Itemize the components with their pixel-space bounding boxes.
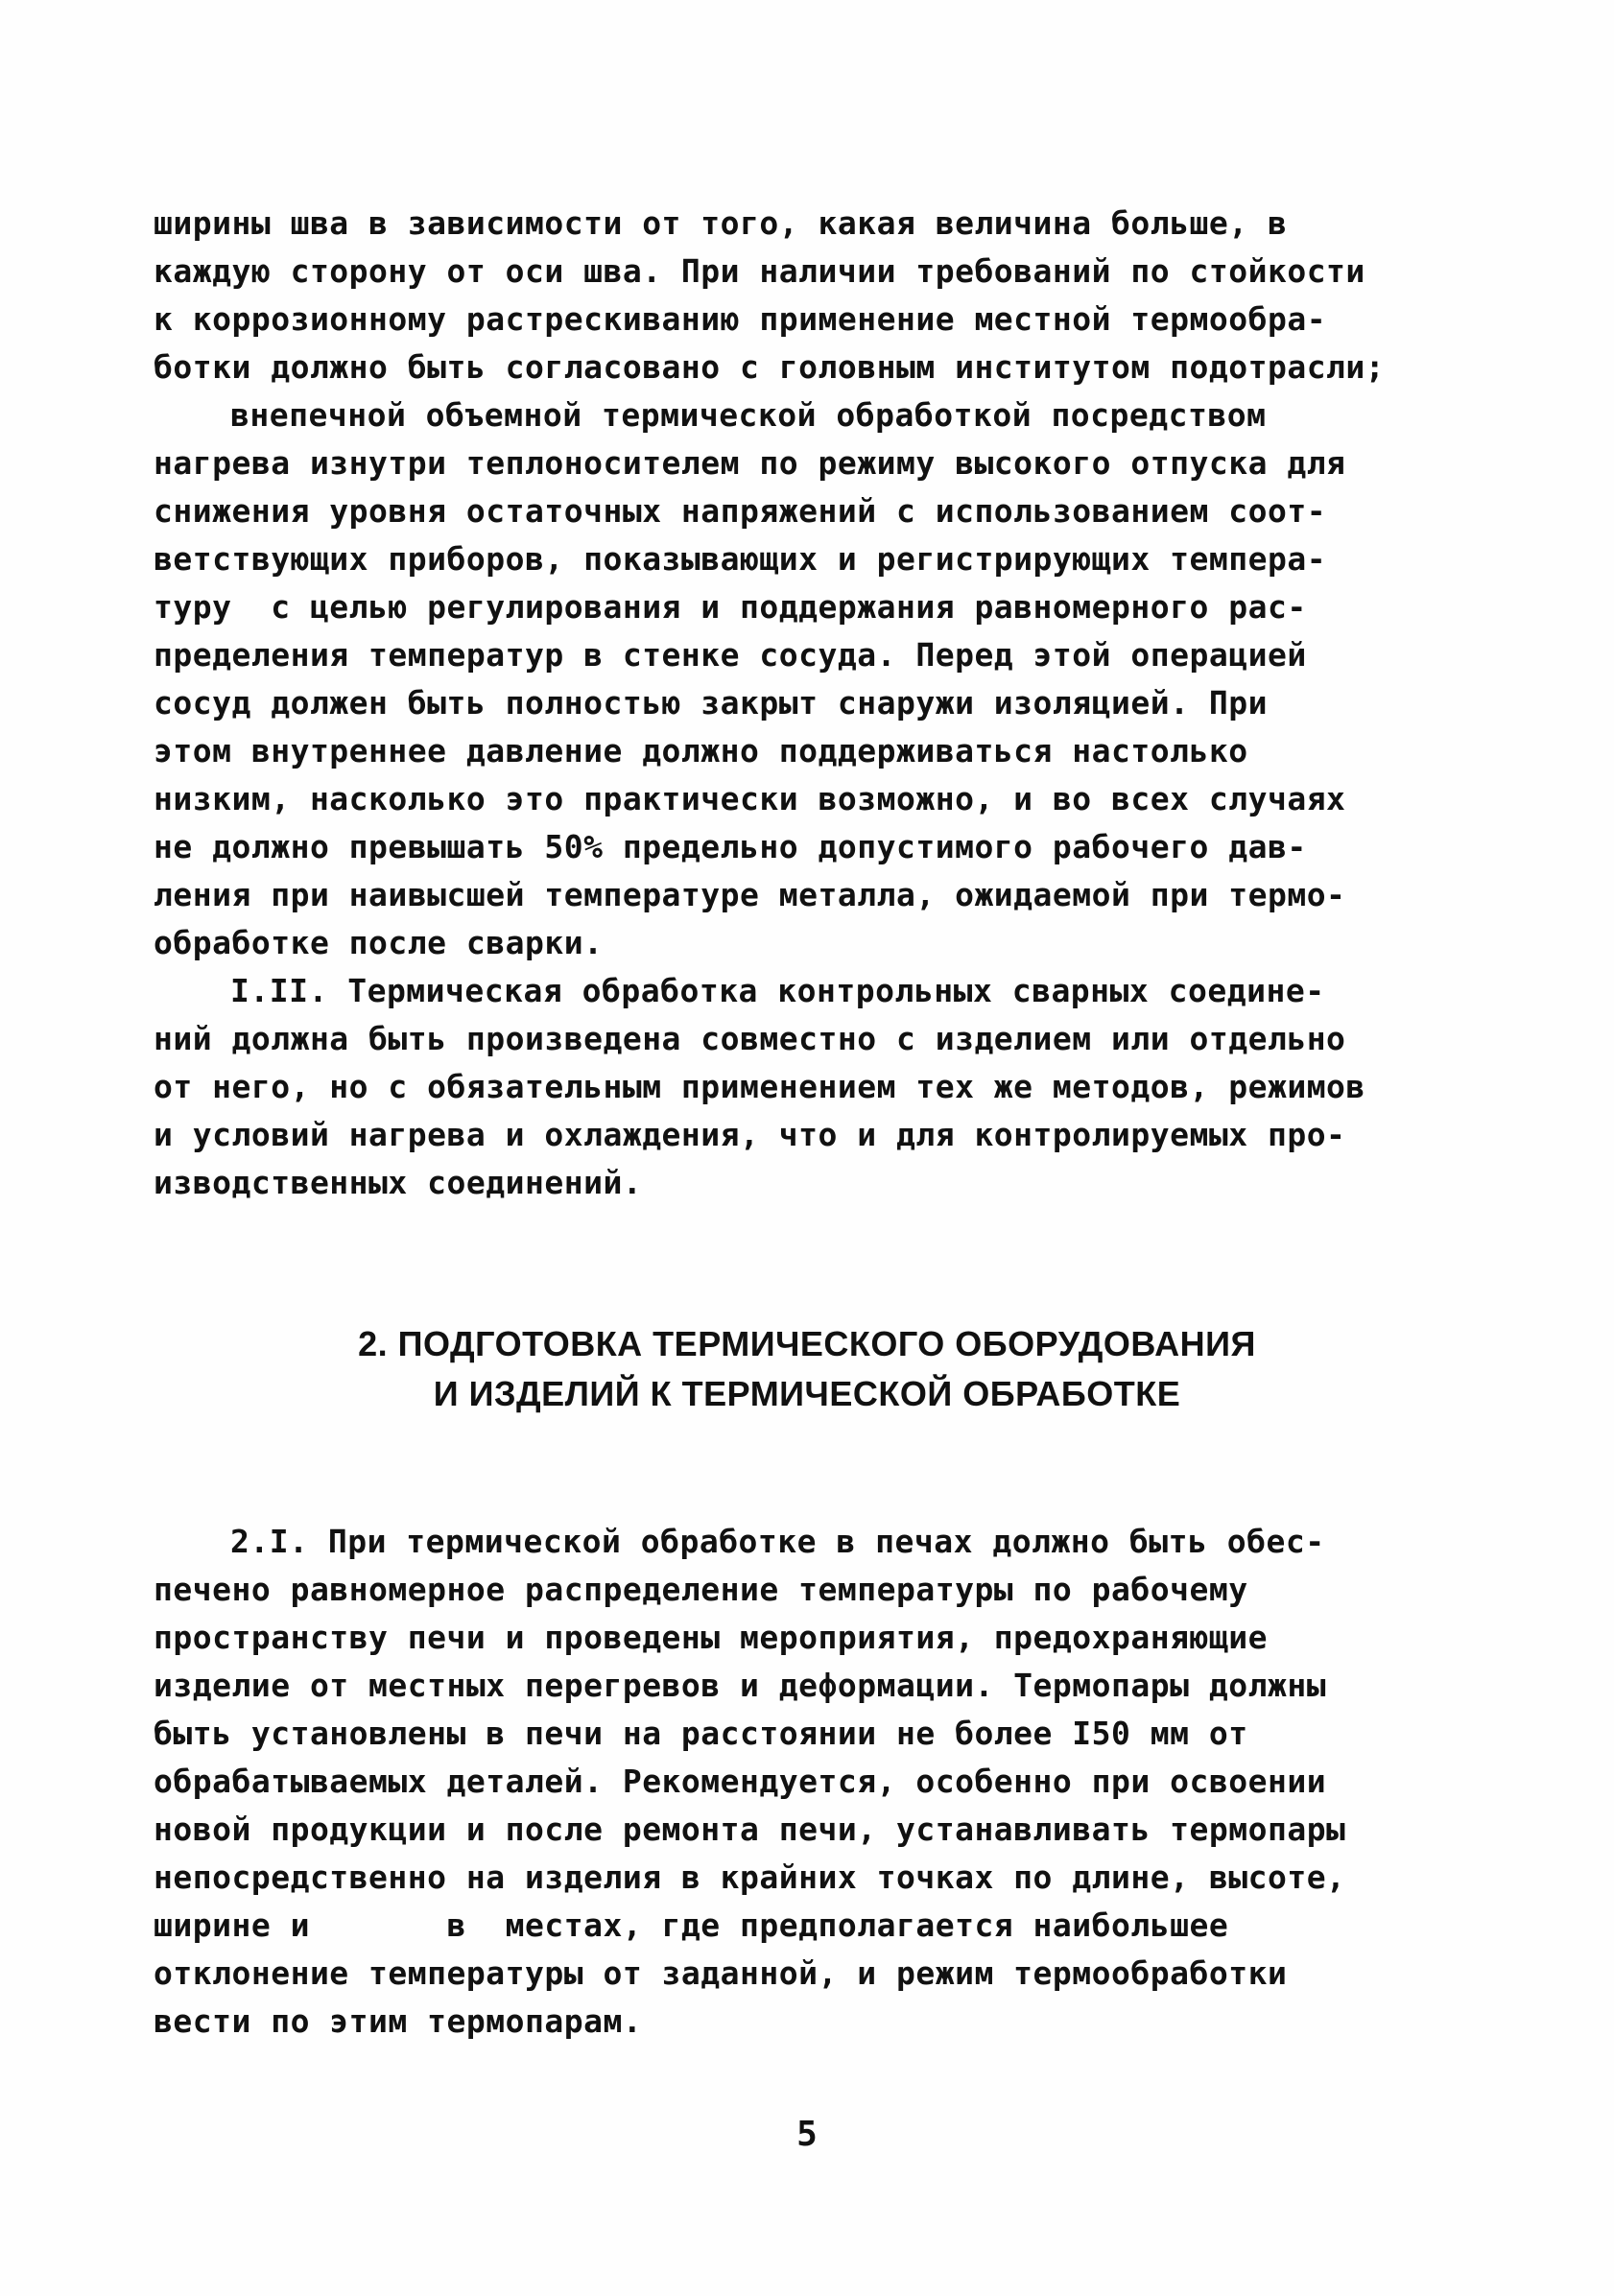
- text-line: ширины шва в зависимости от того, какая величина больше, в: [154, 204, 1288, 242]
- section-heading-line: 2. ПОДГОТОВКА ТЕРМИЧЕСКОГО ОБОРУДОВАНИЯ: [358, 1324, 1256, 1363]
- page-number: 5: [796, 2115, 818, 2154]
- text-line: к коррозионному растрескиванию применение местной термообра-: [154, 300, 1327, 338]
- text-line: пространству печи и проведены мероприятия, предохраняющие: [154, 1619, 1268, 1656]
- text-line: ний должна быть произведена совместно с изделием или отдельно: [154, 1020, 1346, 1057]
- text-line: нагрева изнутри теплоносителем по режиму высокого отпуска для: [154, 444, 1346, 482]
- text-line: этом внутреннее давление должно поддерживаться настолько: [154, 732, 1248, 769]
- text-line: ветствующих приборов, показывающих и регистрирующих темпера-: [154, 540, 1327, 578]
- text-line: каждую сторону от оси шва. При наличии требований по стойкости: [154, 252, 1365, 290]
- text-line: снижения уровня остаточных напряжений с использованием соот-: [154, 492, 1327, 530]
- text-line: новой продукции и после ремонта печи, устанавливать термопары: [154, 1811, 1346, 1848]
- text-line: вести по этим термопарам.: [154, 2002, 643, 2040]
- text-line: изделие от местных перегревов и деформации. Термопары должны: [154, 1667, 1327, 1704]
- text-line: сосуд должен быть полностью закрыт снаружи изоляцией. При: [154, 684, 1268, 722]
- text-line: ширине и в местах, где предполагается наибольшее: [154, 1906, 1229, 1944]
- section-heading-line: И ИЗДЕЛИЙ К ТЕРМИЧЕСКОЙ ОБРАБОТКЕ: [433, 1374, 1181, 1413]
- text-line: не должно превышать 50% предельно допустимого рабочего дав-: [154, 828, 1307, 865]
- text-line: низким, насколько это практически возможно, и во всех случаях: [154, 780, 1346, 817]
- text-line: отклонение температуры от заданной, и режим термообработки: [154, 1954, 1288, 1992]
- text-line: быть установлены в печи на расстоянии не более I50 мм от: [154, 1715, 1248, 1752]
- text-line: обрабатываемых деталей. Рекомендуется, особенно при освоении: [154, 1763, 1327, 1800]
- text-line: ления при наивысшей температуре металла, ожидаемой при термо-: [154, 876, 1346, 913]
- text-line: I.II. Термическая обработка контрольных сварных соедине-: [230, 972, 1325, 1009]
- text-line: ботки должно быть согласовано с головным институтом подотрасли;: [154, 348, 1386, 386]
- text-line: печено равномерное распределение температуры по рабочему: [154, 1571, 1248, 1608]
- text-line: и условий нагрева и охлаждения, что и для контролируемых про-: [154, 1116, 1346, 1153]
- text-line: туру с целью регулирования и поддержания равномерного рас-: [154, 588, 1307, 626]
- text-line: обработке после сварки.: [154, 924, 604, 961]
- text-line: 2.I. При термической обработке в печах должно быть обес-: [230, 1523, 1325, 1560]
- text-line: внепечной объемной термической обработкой посредством: [230, 396, 1267, 434]
- text-line: от него, но с обязательным применением тех же методов, режимов: [154, 1068, 1365, 1105]
- text-line: пределения температур в стенке сосуда. Перед этой операцией: [154, 636, 1307, 674]
- text-line: непосредственно на изделия в крайних точках по длине, высоте,: [154, 1858, 1346, 1896]
- text-line: изводственных соединений.: [154, 1164, 643, 1201]
